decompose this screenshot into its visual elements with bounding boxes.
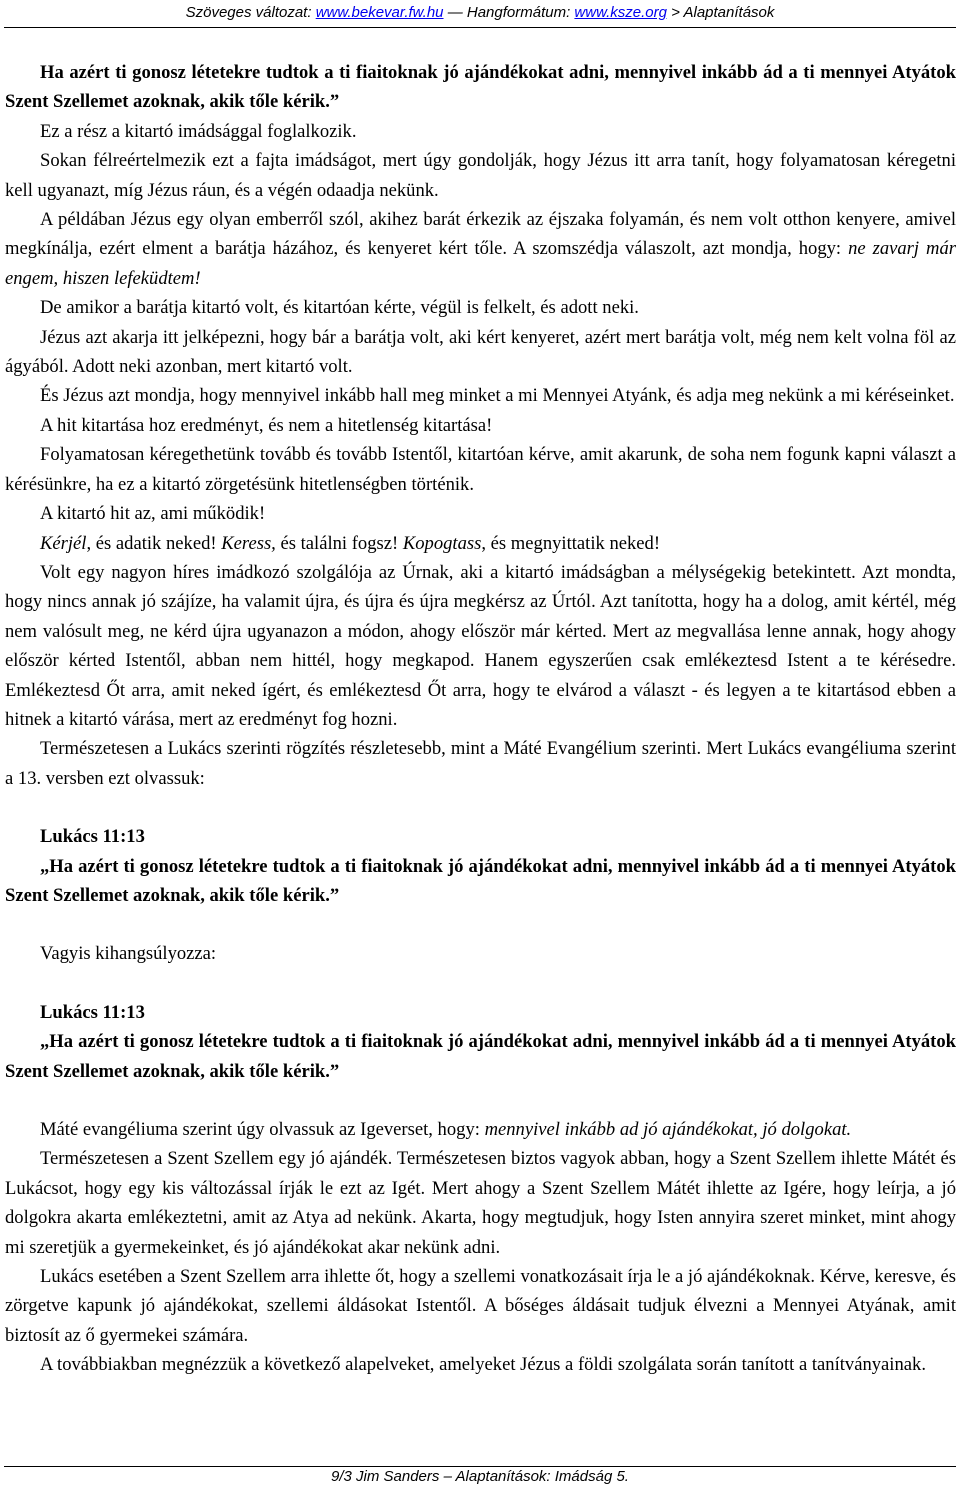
paragraph-11: Volt egy nagyon híres imádkozó szolgálója az Úrnak, aki a kitartó imádságban a mélységekig betekintett. Azt mondta, hogy nincs annak jó szájíze, ha valamit újra, és újra és újra megkérsz az Úrtól. Azt tanította, hogy ha a dolog, amit kértél, még nem valósult meg, ne kérd újra ugyanazon a módon, ahogy először már kérted. Mert az megvallása lenne annak, hogy ahogy először kérted Istentől, abban nem hittél, hogy megkapod. Hanem egyszerűen csak emlékeztesd Istent a te kérésedre. Emlékeztesd Őt arra, amit neked ígért, és emlékeztesd Őt arra, hogy te elvárod a választ - és legyen a te kitartásod ebben a hitnek a kitartó várása, mert az eredményt fog hozni. <box>5 561 956 730</box>
quote-top: Ha azért ti gonosz létetekre tudtok a ti fiaitoknak jó ajándékokat adni, mennyivel inkább ád a ti mennyei Atyátok Szent Szellemet azoknak, akik tőle kérik.” <box>5 62 956 113</box>
reference-1: Lukács 11:13 <box>40 826 145 848</box>
knock-text: , és megnyittatik neked! <box>481 532 661 554</box>
quote-2: „Ha azért ti gonosz létetekre tudtok a ti fiaitoknak jó ajándékokat adni, mennyivel inkább ád a ti mennyei Atyátok Szent Szellemet azoknak, akik tőle kérik.” <box>5 1031 956 1082</box>
paragraph-14 <box>5 1115 956 1144</box>
paragraph-4: De amikor a barátja kitartó volt, és kitartóan kérte, végül is felkelt, és adott neki. <box>40 297 639 319</box>
paragraph-3-quote: ne zavarj már engem, hiszen lefeküdtem! <box>5 238 956 289</box>
header-breadcrumb: > Alaptanítások <box>671 4 775 21</box>
paragraph-1: Ez a rész a kitartó imádsággal foglalkozik. <box>40 120 357 142</box>
paragraph-5: Jézus azt akarja itt jelképezni, hogy bár a barátja volt, aki kért kenyeret, azért mert barátja volt, még nem kelt volna föl az ágyából. Adott neki azonban, mert kitartó volt. <box>5 326 956 378</box>
paragraph-13: Vagyis kihangsúlyozza: <box>40 943 217 965</box>
audio-format-label: Hangformátum: <box>466 4 571 21</box>
header-rule <box>4 27 956 28</box>
page-footer: 9/3 Jim Sanders – Alaptanítások: Imádság 5. <box>331 1468 629 1485</box>
paragraph-6: És Jézus azt mondja, hogy mennyivel inkább hall meg minket a mi Mennyei Atyánk, és adja meg nekünk a mi kéréseinket. <box>40 385 955 407</box>
page-header <box>0 4 960 21</box>
reference-2: Lukács 11:13 <box>40 1001 145 1023</box>
ask-text: , és adatik neked! <box>86 532 222 554</box>
paragraph-17: A továbbiakban megnézzük a következő alapelveket, amelyeket Jézus a földi szolgálata során tanított a tanítványainak. <box>40 1354 926 1376</box>
ksze-link[interactable]: www.ksze.org <box>574 4 667 21</box>
knock-word: Kopogtass <box>402 532 482 554</box>
paragraph-15: Természetesen a Szent Szellem egy jó ajándék. Természetesen biztos vagyok abban, hogy a Szent Szellem ihlette Mátét és Lukácsot, hogy egy kis változással írják le ezt az Igét. Mert ahogy a Szent Szellem Mátét ihlette az Igére, hogy leírja, a jó dolgokra akarta emlékeztetni, amit az Atya ad nekünk. Akarta, hogy megtudjuk, hogy Isten annyira szeret minket, mint ahogy mi szeretjük a gyermekeinket, és jó ajándékokat akar nekünk adni. <box>5 1148 956 1258</box>
footer-rule <box>4 1466 956 1467</box>
paragraph-14-quote: mennyivel inkább ad jó ajándékokat, jó dolgokat. <box>484 1119 852 1140</box>
paragraph-10 <box>5 529 956 558</box>
paragraph-3-text: A példában Jézus egy olyan emberről szól, akihez barát érkezik az éjszaka folyamán, és nem volt otthon kenyere, amivel megkínálja, ezért elment a barátja házához, és kenyeret kért tőle. A szomszédja válaszolt, azt mondja, hogy: <box>5 209 956 260</box>
paragraph-14-text: Máté evangéliuma szerint úgy olvassuk az Igeverset, hogy: <box>40 1119 485 1140</box>
paragraph-7: A hit kitartása hoz eredményt, és nem a hitetlenség kitartása! <box>40 414 493 436</box>
seek-text: és találni fogsz! <box>275 532 403 554</box>
paragraph-3 <box>5 205 956 293</box>
text-version-label: Szöveges változat: <box>185 4 312 21</box>
paragraph-8: Folyamatosan kéregethetünk tovább és tovább Istentől, kitartóan kérve, amit akarunk, de soha nem fogunk kapni választ a kérésünkre, ha ez a kitartó zörgetésünk hitetlenségben történik. <box>5 444 956 495</box>
ask-word: Kérjél <box>40 532 87 554</box>
header-separator: — <box>447 4 463 21</box>
paragraph-16: Lukács esetében a Szent Szellem arra ihlette őt, hogy a szellemi vonatkozásait írja le a jó ajándékoknak. Kérve, keresve, és zörgetve kapunk jó ajándékokat, szellemi áldásokat Istentől. A bőséges áldásait tudjuk élvezni a Mennyei Atyának, amit biztosít az ő gyermekei számára. <box>5 1266 956 1346</box>
paragraph-9: A kitartó hit az, ami működik! <box>40 503 266 525</box>
bekevar-link[interactable]: www.bekevar.fw.hu <box>315 4 444 21</box>
quote-1: „Ha azért ti gonosz létetekre tudtok a ti fiaitoknak jó ajándékokat adni, mennyivel inkább ád a ti mennyei Atyátok Szent Szellemet azoknak, akik tőle kérik.” <box>5 855 956 906</box>
paragraph-12: Természetesen a Lukács szerinti rögzítés részletesebb, mint a Máté Evangélium szerinti. Mert Lukács evangéliuma szerint a 13. versben ezt olvassuk: <box>5 738 956 789</box>
document-body <box>5 58 956 1380</box>
paragraph-2: Sokan félreértelmezik ezt a fajta imádságot, mert úgy gondolják, hogy Jézus itt arra tanít, hogy folyamatosan kéregetni kell ugyanazt, míg Jézus ráun, és a végén odaadja nekünk. <box>5 150 956 201</box>
seek-word: Keress, <box>221 532 276 554</box>
